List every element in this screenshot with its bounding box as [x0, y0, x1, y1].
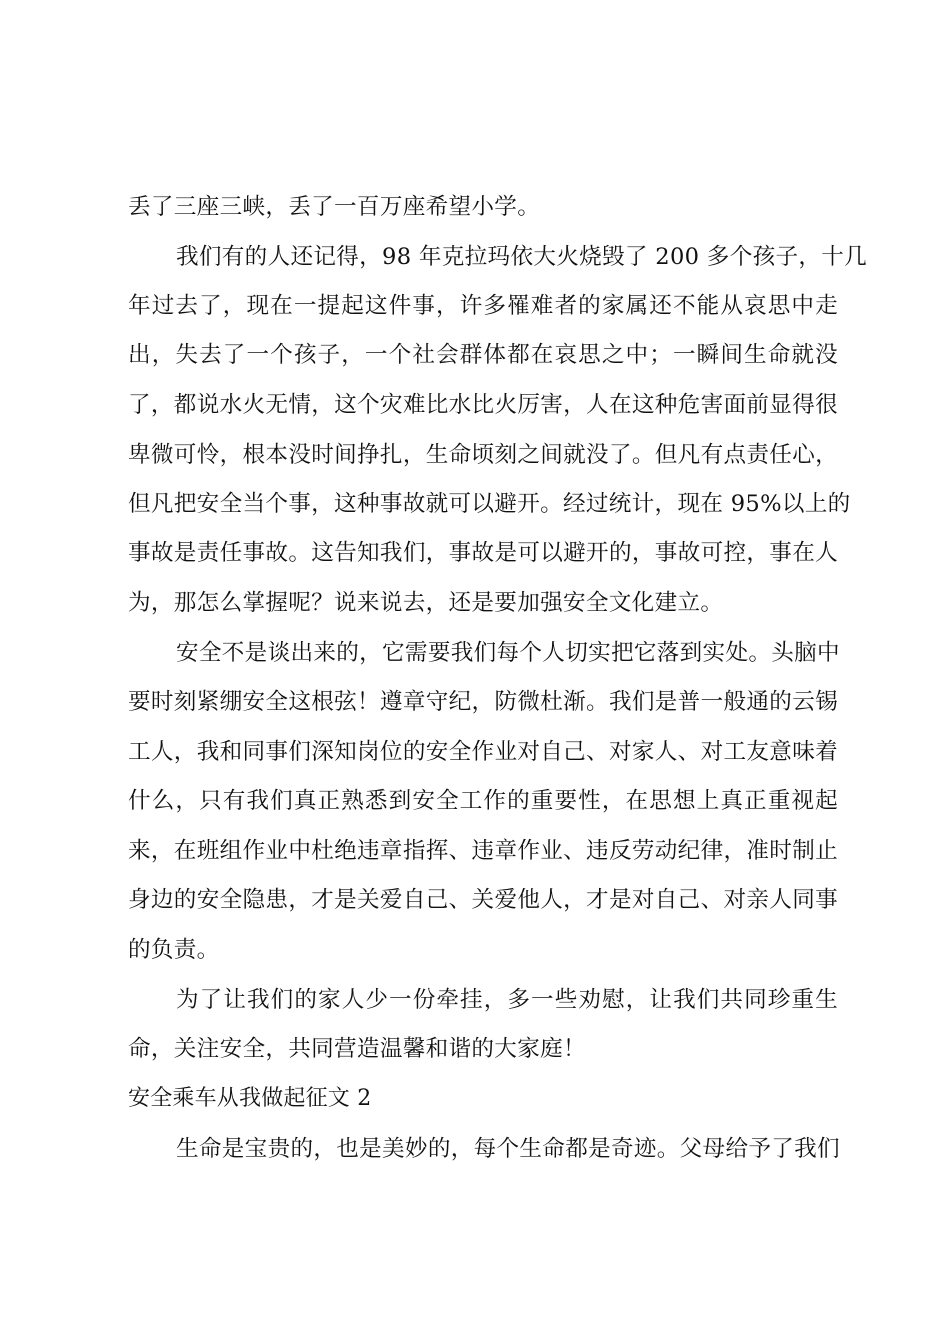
paragraph-line: 来，在班组作业中杜绝违章指挥、违章作业、违反劳动纪律，准时制止: [128, 838, 838, 864]
paragraph-line: 命，关注安全，共同营造温馨和谐的大家庭！: [128, 1036, 586, 1062]
section-heading: 安全乘车从我做起征文 2: [128, 1086, 372, 1111]
paragraph-line: 为，那怎么掌握呢？说来说去，还是要加强安全文化建立。: [128, 590, 724, 616]
paragraph-line: 为了让我们的家人少一份牵挂，多一些劝慰，让我们共同珍重生: [176, 987, 838, 1013]
paragraph-line: 了，都说水火无情，这个灾难比水比火厉害，人在这种危害面前显得很: [128, 392, 838, 418]
paragraph-line: 要时刻紧绷安全这根弦！遵章守纪，防微杜渐。我们是普一般通的云锡: [128, 689, 838, 715]
paragraph-line: 卑微可怜，根本没时间挣扎，生命顷刻之间就没了。但凡有点责任心，: [128, 442, 838, 468]
paragraph-line: 但凡把安全当个事，这种事故就可以避开。经过统计，现在 95%以上的: [128, 491, 851, 517]
paragraph-line: 我们有的人还记得，98 年克拉玛依大火烧毁了 200 多个孩子，十几: [176, 244, 868, 270]
paragraph-line: 出，失去了一个孩子，一个社会群体都在哀思之中；一瞬间生命就没: [128, 342, 838, 368]
paragraph-line: 什么，只有我们真正熟悉到安全工作的重要性，在思想上真正重视起: [128, 788, 838, 814]
paragraph-line: 年过去了，现在一提起这件事，许多罹难者的家属还不能从哀思中走: [128, 293, 838, 319]
paragraph-line: 安全不是谈出来的，它需要我们每个人切实把它落到实处。头脑中: [176, 640, 840, 666]
paragraph-line: 身边的安全隐患，才是关爱自己、关爱他人，才是对自己、对亲人同事: [128, 887, 838, 913]
paragraph-line: 工人，我和同事们深知岗位的安全作业对自己、对家人、对工友意味着: [128, 739, 838, 765]
paragraph-line: 丢了三座三峡，丢了一百万座希望小学。: [128, 194, 541, 220]
paragraph-line: 事故是责任事故。这告知我们，事故是可以避开的，事故可控，事在人: [128, 540, 838, 566]
paragraph-line: 生命是宝贵的，也是美妙的，每个生命都是奇迹。父母给予了我们: [176, 1136, 840, 1162]
paragraph-line: 的负责。: [128, 937, 220, 963]
